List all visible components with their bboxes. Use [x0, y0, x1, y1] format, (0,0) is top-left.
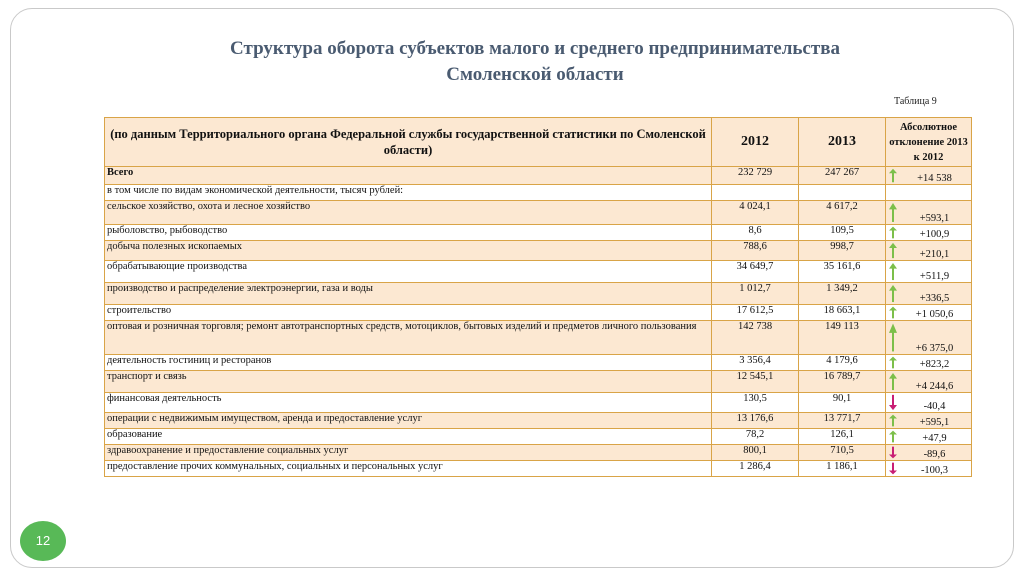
arrow-up-icon	[888, 372, 898, 391]
deviation-value: +6 375,0	[915, 343, 954, 354]
row-label: в том числе по видам экономической деятельности, тысяч рублей:	[105, 185, 712, 201]
value-2012: 78,2	[712, 429, 799, 445]
value-2013: 126,1	[799, 429, 886, 445]
table-row	[105, 167, 972, 185]
value-2012: 788,6	[712, 241, 799, 261]
row-label: здравоохранение и предоставление социальных услуг	[105, 445, 712, 461]
deviation-cell	[886, 355, 972, 371]
value-2013: 16 789,7	[799, 371, 886, 393]
value-2012: 3 356,4	[712, 355, 799, 371]
deviation-value: +595,1	[919, 417, 950, 428]
value-2012: 12 545,1	[712, 371, 799, 393]
deviation-value: +593,1	[919, 213, 950, 224]
deviation-cell	[886, 445, 972, 461]
row-label: Всего	[105, 167, 712, 185]
value-2013: 4 617,2	[799, 201, 886, 225]
deviation-value: +511,9	[919, 271, 950, 282]
value-2013: 13 771,7	[799, 413, 886, 429]
arrow-up-icon	[888, 356, 898, 369]
title-line-1: Структура оборота субъектов малого и среднего предпринимательства	[230, 38, 840, 59]
deviation-cell	[886, 429, 972, 445]
deviation-cell	[886, 201, 972, 225]
row-label: строительство	[105, 305, 712, 321]
value-2012	[712, 185, 799, 201]
value-2012: 130,5	[712, 393, 799, 413]
value-2013: 18 663,1	[799, 305, 886, 321]
row-label: образование	[105, 429, 712, 445]
header-deviation: Абсолютное отклонение 2013 к 2012	[886, 118, 972, 167]
value-2012: 142 738	[712, 321, 799, 355]
deviation-value: +210,1	[919, 249, 950, 260]
value-2013: 4 179,6	[799, 355, 886, 371]
value-2012: 34 649,7	[712, 261, 799, 283]
row-label: оптовая и розничная торговля; ремонт автотранспортных средств, мотоциклов, бытовых изделий и предметов личного пользования	[105, 321, 712, 355]
table-caption: Таблица 9	[894, 96, 937, 107]
row-label: производство и распределение электроэнергии, газа и воды	[105, 283, 712, 305]
row-label: обрабатывающие производства	[105, 261, 712, 283]
deviation-cell	[886, 225, 972, 241]
deviation-cell	[886, 167, 972, 185]
value-2013: 247 267	[799, 167, 886, 185]
header-year-2012: 2012	[712, 118, 799, 167]
table-row	[105, 355, 972, 371]
table-header-row	[105, 118, 972, 167]
table-row	[105, 413, 972, 429]
value-2012: 1 012,7	[712, 283, 799, 305]
deviation-value: +47,9	[922, 433, 947, 444]
value-2012: 8,6	[712, 225, 799, 241]
deviation-value: +336,5	[919, 293, 950, 304]
value-2012: 13 176,6	[712, 413, 799, 429]
deviation-value: -100,3	[920, 465, 949, 476]
table-row	[105, 261, 972, 283]
arrow-down-icon	[888, 446, 898, 459]
deviation-value: -89,6	[923, 449, 946, 460]
deviation-value: +823,2	[919, 359, 950, 370]
table-row	[105, 201, 972, 225]
value-2012: 232 729	[712, 167, 799, 185]
row-label: добыча полезных ископаемых	[105, 241, 712, 261]
row-label: предоставление прочих коммунальных, социальных и персональных услуг	[105, 461, 712, 477]
deviation-value: -40,4	[923, 401, 946, 412]
deviation-cell	[886, 413, 972, 429]
deviation-cell	[886, 393, 972, 413]
deviation-cell	[886, 321, 972, 355]
deviation-cell	[886, 371, 972, 393]
deviation-cell	[886, 261, 972, 283]
arrow-up-icon	[888, 226, 898, 239]
value-2013: 149 113	[799, 321, 886, 355]
title-line-2: Смоленской области	[446, 64, 624, 85]
row-label: сельское хозяйство, охота и лесное хозяйство	[105, 201, 712, 225]
value-2013: 710,5	[799, 445, 886, 461]
row-label: финансовая деятельность	[105, 393, 712, 413]
value-2013: 90,1	[799, 393, 886, 413]
arrow-up-icon	[888, 322, 898, 353]
arrow-up-icon	[888, 430, 898, 443]
deviation-cell	[886, 283, 972, 305]
deviation-value: +100,9	[919, 229, 950, 240]
arrow-up-icon	[888, 284, 898, 303]
deviation-cell	[886, 461, 972, 477]
arrow-down-icon	[888, 394, 898, 411]
arrow-up-icon	[888, 306, 898, 319]
value-2012: 4 024,1	[712, 201, 799, 225]
table-row	[105, 445, 972, 461]
deviation-cell	[886, 185, 972, 201]
value-2013	[799, 185, 886, 201]
value-2013: 109,5	[799, 225, 886, 241]
arrow-up-icon	[888, 414, 898, 427]
table-row	[105, 185, 972, 201]
value-2012: 17 612,5	[712, 305, 799, 321]
deviation-value: +1 050,6	[915, 309, 954, 320]
value-2012: 1 286,4	[712, 461, 799, 477]
table-row	[105, 461, 972, 477]
table-row	[105, 393, 972, 413]
table-row	[105, 241, 972, 261]
value-2013: 998,7	[799, 241, 886, 261]
slide-title	[180, 36, 890, 88]
deviation-value: +14 538	[917, 173, 952, 184]
table-row	[105, 321, 972, 355]
value-2013: 1 349,2	[799, 283, 886, 305]
header-year-2013: 2013	[799, 118, 886, 167]
deviation-cell	[886, 305, 972, 321]
arrow-up-icon	[888, 202, 898, 223]
arrow-up-icon	[888, 242, 898, 259]
table-body	[105, 167, 972, 477]
data-table	[104, 117, 972, 477]
table-row	[105, 305, 972, 321]
value-2013: 35 161,6	[799, 261, 886, 283]
deviation-value: +4 244,6	[915, 381, 954, 392]
table-row	[105, 429, 972, 445]
row-label: рыболовство, рыбоводство	[105, 225, 712, 241]
row-label: транспорт и связь	[105, 371, 712, 393]
page-number-badge: 12	[20, 521, 66, 561]
table-row	[105, 225, 972, 241]
value-2012: 800,1	[712, 445, 799, 461]
value-2013: 1 186,1	[799, 461, 886, 477]
arrow-up-icon	[888, 262, 898, 281]
arrow-down-icon	[888, 462, 898, 475]
row-label: деятельность гостиниц и ресторанов	[105, 355, 712, 371]
table-row	[105, 371, 972, 393]
arrow-up-icon	[888, 168, 898, 183]
header-source: (по данным Территориального органа Федеральной службы государственной статистики по Смоленской области)	[105, 118, 712, 167]
deviation-cell	[886, 241, 972, 261]
row-label: операции с недвижимым имуществом, аренда и предоставление услуг	[105, 413, 712, 429]
table-row	[105, 283, 972, 305]
